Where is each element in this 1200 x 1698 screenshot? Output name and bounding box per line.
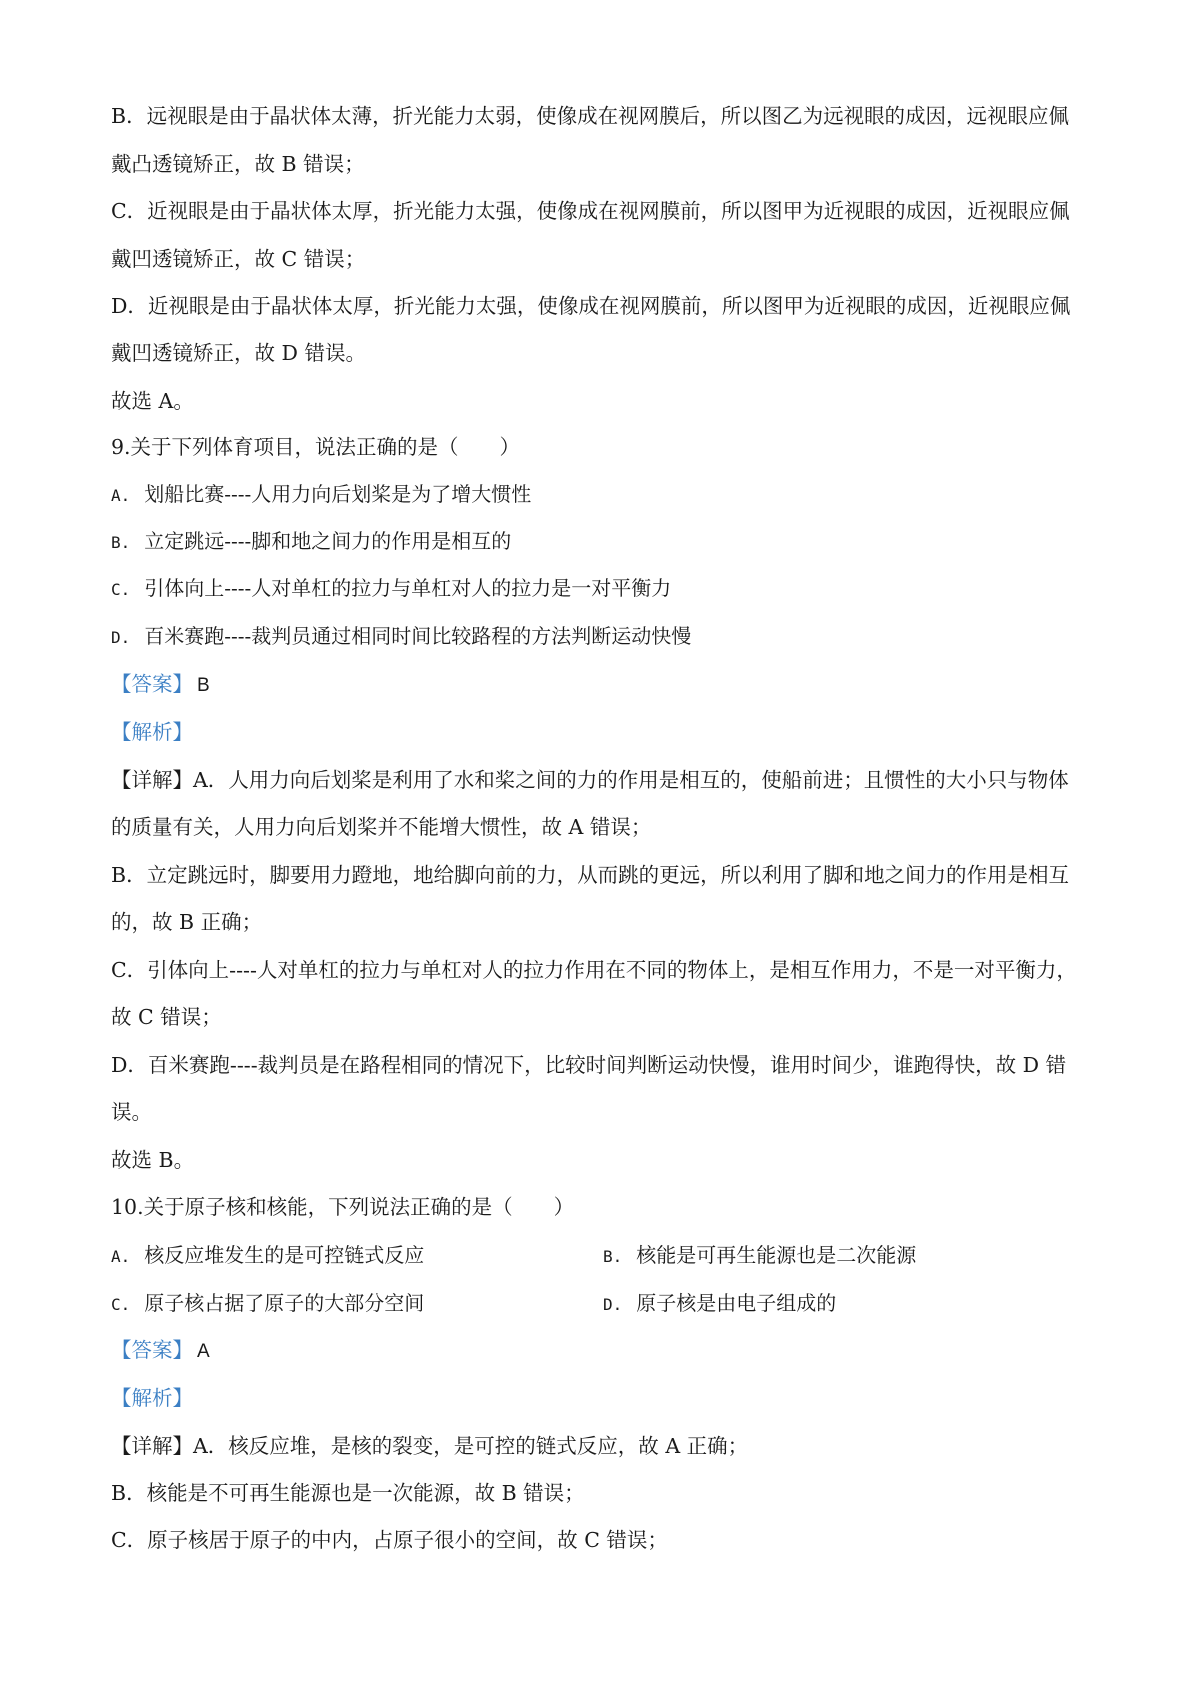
q9-detail-d-line1: D．百米赛跑----裁判员是在路程相同的情况下，比较时间判断运动快慢，谁用时间少，谁跑得快，故 D 错: [111, 1053, 1067, 1077]
prev-conclusion: 故选 A。: [111, 389, 194, 413]
q10-option-a: [111, 1240, 424, 1272]
option-letter: B.: [111, 533, 131, 552]
detail-tag: 【详解】: [111, 1434, 193, 1458]
analysis-tag: 【解析】: [111, 1386, 193, 1410]
answer-tag: 【答案】: [111, 672, 193, 696]
answer-tag: 【答案】: [111, 1338, 193, 1362]
option-letter: C.: [111, 580, 131, 599]
q9-analysis-heading: [111, 717, 193, 747]
q9-detail-a-line2: 的质量有关，人用力向后划桨并不能增大惯性，故 A 错误；: [111, 815, 652, 839]
detail-tag: 【详解】: [111, 768, 193, 792]
option-text: 立定跳远----脚和地之间力的作用是相互的: [144, 529, 512, 553]
q10-answer: [111, 1335, 210, 1367]
analysis-tag: 【解析】: [111, 720, 193, 744]
q9-detail-a-line1: [111, 765, 1069, 795]
q9-option-a: [111, 479, 531, 511]
q9-option-d: [111, 621, 691, 653]
q10-stem: 10.关于原子核和核能，下列说法正确的是（ ）: [111, 1195, 575, 1219]
option-letter: C.: [111, 1295, 131, 1314]
prev-option-c-line1: C．近视眼是由于晶状体太厚，折光能力太强，使像成在视网膜前，所以图甲为近视眼的成因，近视眼应佩: [111, 199, 1070, 223]
prev-option-b-line2: 戴凸透镜矫正，故 B 错误；: [111, 152, 365, 176]
q9-stem: 9.关于下列体育项目，说法正确的是（ ）: [111, 435, 521, 459]
detail-text: A．人用力向后划桨是利用了水和桨之间的力的作用是相互的，使船前进；且惯性的大小只与物体: [193, 768, 1069, 792]
q10-detail-b: B．核能是不可再生能源也是一次能源，故 B 错误；: [111, 1481, 585, 1505]
prev-option-d-line1: D．近视眼是由于晶状体太厚，折光能力太强，使像成在视网膜前，所以图甲为近视眼的成因，近视眼应佩: [111, 294, 1071, 318]
q10-analysis-heading: [111, 1383, 193, 1413]
option-letter: A.: [111, 486, 131, 505]
q9-detail-c-line1: C．引体向上----人对单杠的拉力与单杠对人的拉力作用在不同的物体上，是相互作用力，不是一对平衡力，: [111, 958, 1077, 982]
prev-option-d-line2: 戴凹透镜矫正，故 D 错误。: [111, 341, 366, 365]
option-text: 核能是可再生能源也是二次能源: [636, 1243, 917, 1267]
q10-option-b: [603, 1240, 916, 1272]
option-text: 百米赛跑----裁判员通过相同时间比较路程的方法判断运动快慢: [144, 624, 692, 648]
q9-option-b: [111, 526, 511, 558]
prev-option-b-line1: B．远视眼是由于晶状体太薄，折光能力太弱，使像成在视网膜后，所以图乙为远视眼的成因，远视眼应佩: [111, 104, 1070, 128]
prev-option-c-line2: 戴凹透镜矫正，故 C 错误；: [111, 247, 366, 271]
detail-text: A．核反应堆，是核的裂变，是可控的链式反应，故 A 正确；: [193, 1434, 749, 1458]
q9-conclusion: 故选 B。: [111, 1148, 195, 1172]
option-letter: D.: [603, 1295, 623, 1314]
option-text: 核反应堆发生的是可控链式反应: [144, 1243, 425, 1267]
option-text: 原子核是由电子组成的: [636, 1291, 837, 1315]
q9-answer: [111, 669, 210, 701]
option-letter: B.: [603, 1247, 623, 1266]
q10-detail-c: C．原子核居于原子的中内，占原子很小的空间，故 C 错误；: [111, 1528, 668, 1552]
option-letter: A.: [111, 1247, 131, 1266]
q9-option-c: [111, 573, 671, 605]
option-text: 划船比赛----人用力向后划桨是为了增大惯性: [144, 482, 532, 506]
option-text: 引体向上----人对单杠的拉力与单杠对人的拉力是一对平衡力: [144, 576, 672, 600]
answer-value: A: [197, 1341, 210, 1362]
option-text: 原子核占据了原子的大部分空间: [144, 1291, 425, 1315]
q9-detail-c-line2: 故 C 错误；: [111, 1005, 222, 1029]
q10-detail-a: [111, 1431, 748, 1461]
q10-option-c: [111, 1288, 424, 1320]
q10-option-d: [603, 1288, 836, 1320]
q9-detail-d-line2: 误。: [111, 1100, 152, 1124]
answer-value: B: [197, 675, 210, 696]
option-letter: D.: [111, 628, 131, 647]
q9-detail-b-line2: 的，故 B 正确；: [111, 910, 263, 934]
q9-detail-b-line1: B．立定跳远时，脚要用力蹬地，地给脚向前的力，从而跳的更远，所以利用了脚和地之间力的作用是相互: [111, 863, 1070, 887]
